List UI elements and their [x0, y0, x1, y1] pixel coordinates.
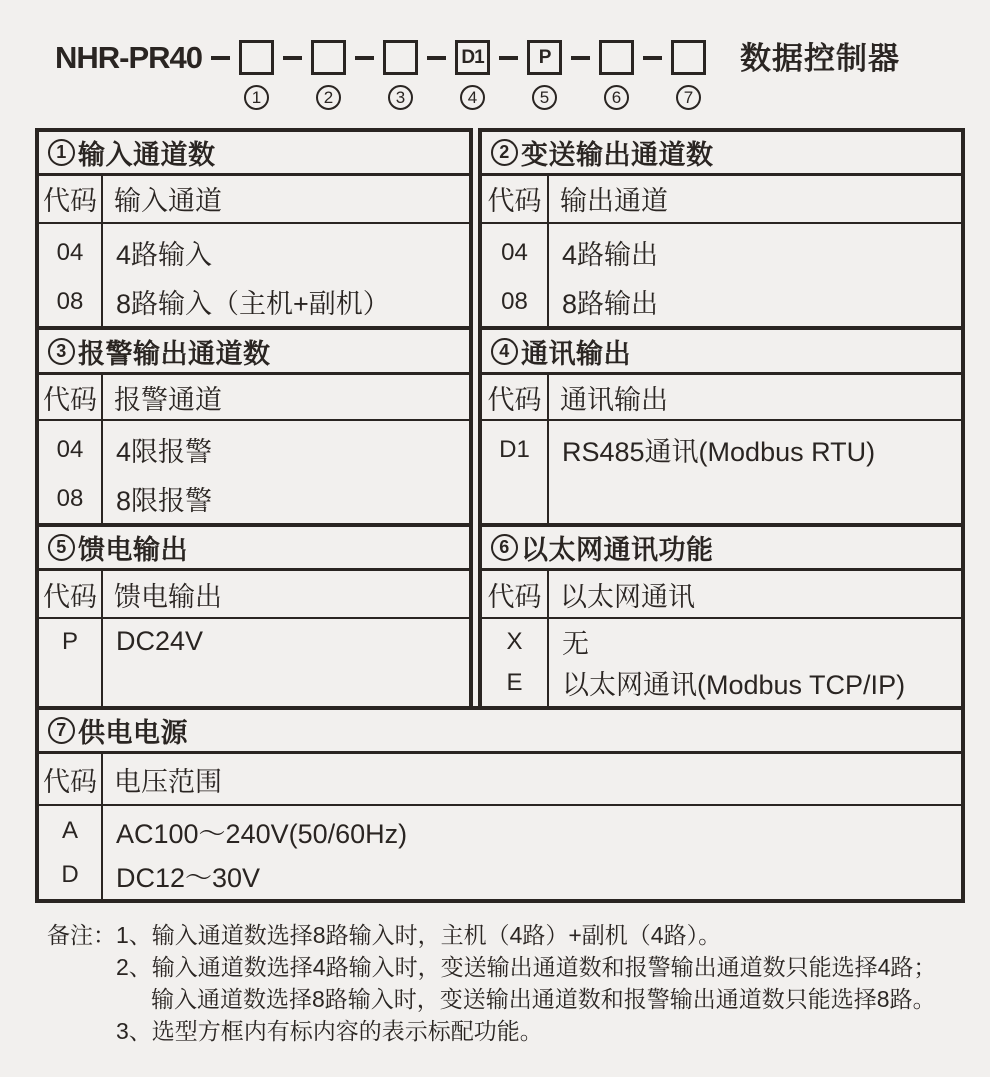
- code-slot-6: [599, 40, 634, 110]
- circled-number-5: 5: [532, 85, 557, 110]
- circled-number-1: 1: [244, 85, 269, 110]
- table-row-c: [35, 523, 965, 710]
- code-header: 代码: [482, 571, 549, 617]
- code-slot-1: [239, 40, 274, 110]
- code-slot-2: [311, 40, 346, 110]
- circled-number-4: 4: [460, 85, 485, 110]
- note-item-2-continued: 输入通道数选择8路输入时，变送输出通道数和报警输出通道数只能选择8路。: [151, 986, 936, 1012]
- code-box-1: [239, 40, 274, 75]
- section-number: 7: [48, 717, 75, 744]
- code-value: 04: [56, 435, 84, 463]
- section-title-text: 馈电输出: [78, 535, 188, 565]
- section-title-text: 以太网通讯功能: [521, 535, 714, 565]
- code-value: P: [61, 627, 78, 655]
- desc-value: 4路输出: [562, 240, 659, 270]
- code-header: 代码: [39, 571, 103, 617]
- section-body: [482, 619, 961, 706]
- desc-value: 8限报警: [116, 486, 213, 516]
- note-item-1: 1、输入通道数选择8路输入时，主机（4路）+副机（4路）。: [116, 922, 722, 948]
- desc-value: DC24V: [116, 626, 204, 656]
- section-header-row: [482, 176, 961, 224]
- code-header: 代码: [39, 176, 103, 222]
- code-value: 08: [56, 287, 84, 315]
- section-title: [39, 330, 469, 375]
- section-body: [39, 421, 469, 523]
- section-number: 5: [48, 534, 75, 561]
- desc-value: RS485通讯(Modbus RTU): [562, 437, 876, 467]
- product-name: 数据控制器: [740, 41, 901, 76]
- dash: [571, 56, 590, 60]
- dash: [427, 56, 446, 60]
- code-slot-7: [671, 40, 706, 110]
- code-header: 代码: [39, 754, 103, 804]
- section-title: [39, 527, 469, 571]
- circled-number-2: 2: [316, 85, 341, 110]
- note-item-3: 3、选型方框内有标内容的表示标配功能。: [116, 1018, 543, 1044]
- section-input-channels: [35, 128, 473, 330]
- section-number: 4: [491, 338, 518, 365]
- section-title-text: 输入通道数: [78, 139, 216, 170]
- section-header-row: [39, 176, 469, 224]
- section-body: [39, 224, 469, 326]
- ordering-code-line: [55, 40, 900, 110]
- code-box-5: P: [527, 40, 562, 75]
- section-header-row: [39, 571, 469, 619]
- section-number: 3: [48, 338, 75, 365]
- section-title: [482, 330, 961, 375]
- desc-header: 电压范围: [114, 766, 222, 797]
- section-alarm-output-channels: [35, 326, 473, 527]
- section-power-supply: [35, 706, 965, 903]
- code-value: 08: [56, 484, 84, 512]
- section-header-row: [39, 375, 469, 421]
- dash: [355, 56, 374, 60]
- desc-value: 以太网通讯(Modbus TCP/IP): [562, 670, 906, 700]
- code-slot-3: [383, 40, 418, 110]
- code-box-2: [311, 40, 346, 75]
- code-value: D1: [499, 435, 530, 463]
- model-name: NHR-PR40: [55, 40, 203, 75]
- code-slot-4: [455, 40, 490, 110]
- dash: [283, 56, 302, 60]
- table-row-d: [35, 706, 965, 903]
- desc-value: DC12～30V: [116, 862, 261, 893]
- selection-table: [35, 128, 965, 903]
- circled-number-6: 6: [604, 85, 629, 110]
- section-transmit-output-channels: [478, 128, 965, 330]
- desc-header: 输入通道: [114, 186, 222, 217]
- desc-header: 通讯输出: [560, 384, 668, 415]
- table-row-b: [35, 326, 965, 527]
- desc-header: 输出通道: [560, 186, 668, 217]
- desc-value: 8路输入（主机+副机）: [116, 289, 390, 319]
- section-title-text: 供电电源: [78, 718, 188, 748]
- section-title: [39, 132, 469, 176]
- notes-label: 备注：: [47, 922, 116, 948]
- table-row-a: [35, 128, 965, 330]
- code-value: 04: [501, 238, 528, 266]
- section-feed-power-output: [35, 523, 473, 710]
- section-number: 1: [48, 139, 75, 166]
- circled-number-3: 3: [388, 85, 413, 110]
- section-title-text: 报警输出通道数: [78, 338, 271, 369]
- desc-header: 以太网通讯: [560, 581, 695, 612]
- section-ethernet-communication: [478, 523, 965, 710]
- section-body: [39, 806, 961, 899]
- code-box-7: [671, 40, 706, 75]
- desc-header: 报警通道: [114, 384, 222, 415]
- code-box-4: D1: [455, 40, 490, 75]
- section-number: 6: [491, 534, 518, 561]
- desc-value: 无: [562, 629, 589, 659]
- code-value: X: [506, 627, 523, 655]
- section-communication-output: [478, 326, 965, 527]
- code-header: 代码: [482, 176, 549, 222]
- circled-number-7: 7: [676, 85, 701, 110]
- desc-value: 4路输入: [116, 240, 213, 270]
- code-slot-5: [527, 40, 562, 110]
- desc-value: 4限报警: [116, 437, 213, 467]
- dash: [211, 56, 230, 60]
- section-body: [482, 421, 961, 523]
- section-title: [39, 710, 961, 754]
- code-header: 代码: [39, 375, 103, 419]
- code-value: D: [61, 861, 79, 888]
- code-value: A: [61, 817, 78, 844]
- desc-value: 8路输出: [562, 289, 659, 319]
- section-title: [482, 132, 961, 176]
- section-title-text: 通讯输出: [521, 338, 631, 369]
- dash: [643, 56, 662, 60]
- desc-header: 馈电输出: [114, 581, 222, 612]
- section-body: [482, 224, 961, 326]
- section-title: [482, 527, 961, 571]
- footnotes: [47, 919, 936, 1047]
- code-box-6: [599, 40, 634, 75]
- section-header-row: [482, 375, 961, 421]
- section-number: 2: [491, 139, 518, 166]
- code-header: 代码: [482, 375, 549, 419]
- section-title-text: 变送输出通道数: [521, 139, 714, 170]
- code-value: 08: [501, 287, 528, 315]
- section-header-row: [39, 754, 961, 806]
- section-header-row: [482, 571, 961, 619]
- note-item-2: 2、输入通道数选择4路输入时，变送输出通道数和报警输出通道数只能选择4路；: [116, 954, 937, 980]
- code-value: 04: [56, 238, 84, 266]
- code-value: E: [506, 668, 523, 696]
- code-box-3: [383, 40, 418, 75]
- dash: [499, 56, 518, 60]
- desc-value: AC100～240V(50/60Hz): [116, 818, 408, 849]
- section-body: [39, 619, 469, 706]
